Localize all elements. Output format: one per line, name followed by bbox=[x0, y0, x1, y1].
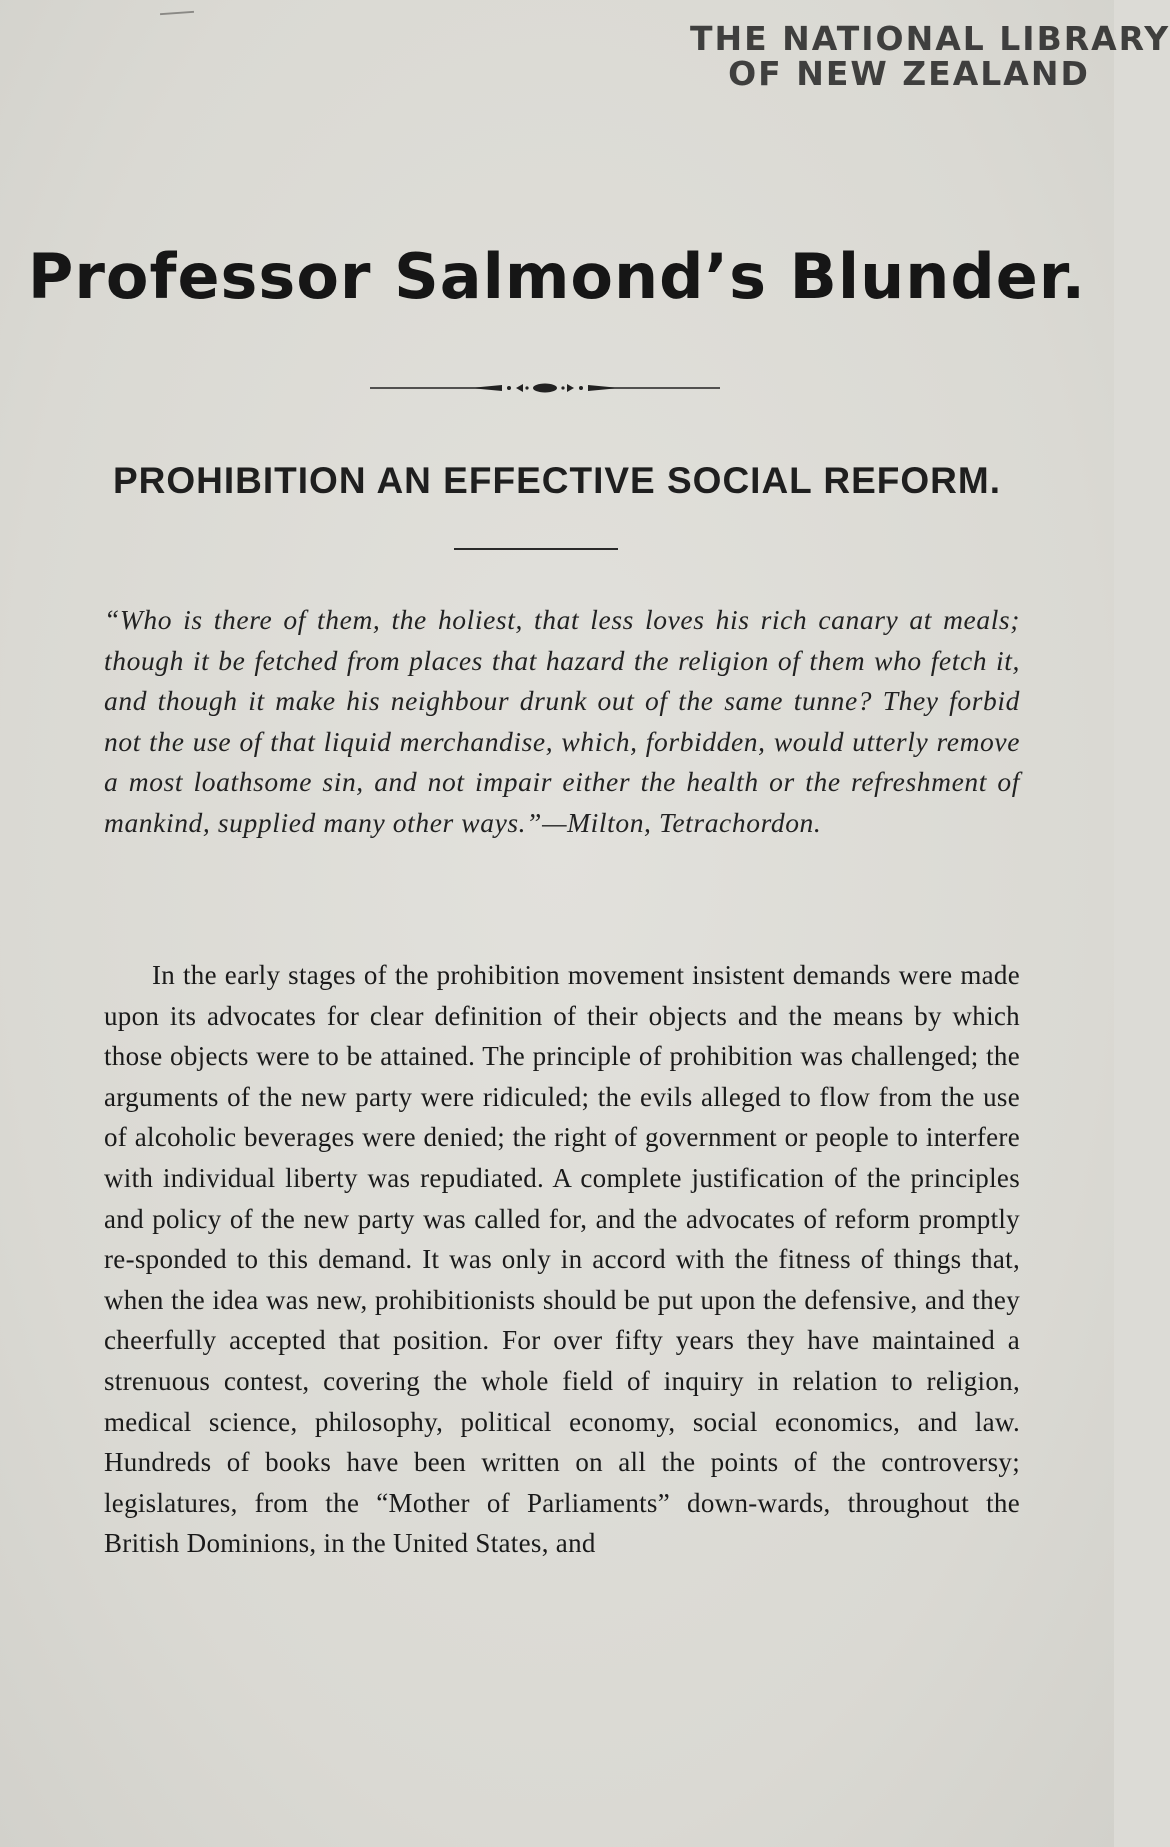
stamp-line-1: THE NATIONAL LIBRARY bbox=[690, 19, 1170, 58]
epigraph-quote bbox=[104, 600, 1020, 843]
body-paragraph: In the early stages of the prohibition movement insistent demands were made upon its advocates for clear definition of their objects and the means by which those objects were to be attained. The principle of prohibition was challenged; the arguments of the new party were ridiculed; the evils alleged to flow from the use of alcoholic beverages were denied; the right of government or people to interfere with individual liberty was repudiated. A complete justification of the principles and policy of the new party was called for, and the advocates of reform promptly re-sponded to this demand. It was only in accord with the fitness of things that, when the idea was new, prohibitionists should be put upon the defensive, and they cheerfully accepted that position. For over fifty years they have maintained a strenuous contest, covering the whole field of inquiry in relation to religion, medical science, philosophy, political economy, social economics, and law. Hundreds of books have been written on all the points of the controversy; legislatures, from the “Mother of Parliaments” down-wards, throughout the British Dominions, in the United States, and bbox=[104, 960, 1020, 1559]
epigraph-attribution: —Milton, Tetrachordon. bbox=[542, 806, 822, 838]
pen-mark bbox=[160, 11, 194, 15]
page-title: Professor Salmond’s Blunder. bbox=[27, 240, 1087, 313]
epigraph-text: “Who is there of them, the holiest, that less loves his rich canary at meals; though it be fetched from places that hazard the religion of them who fetch it, and though it make his neighbour drunk out of the same tunne? They forbid not the use of that liquid merchandise, which, forbidden, would utterly remove a most loathsome sin, and not impair either the health or the refreshment of mankind, supplied many other ways.” bbox=[104, 604, 1020, 838]
section-rule bbox=[454, 548, 618, 550]
library-stamp bbox=[680, 19, 1170, 93]
ornament-divider bbox=[370, 380, 720, 396]
page-subtitle: PROHIBITION AN EFFECTIVE SOCIAL REFORM. bbox=[113, 460, 1001, 501]
stamp-line-2: OF NEW ZEALAND bbox=[728, 53, 1090, 93]
